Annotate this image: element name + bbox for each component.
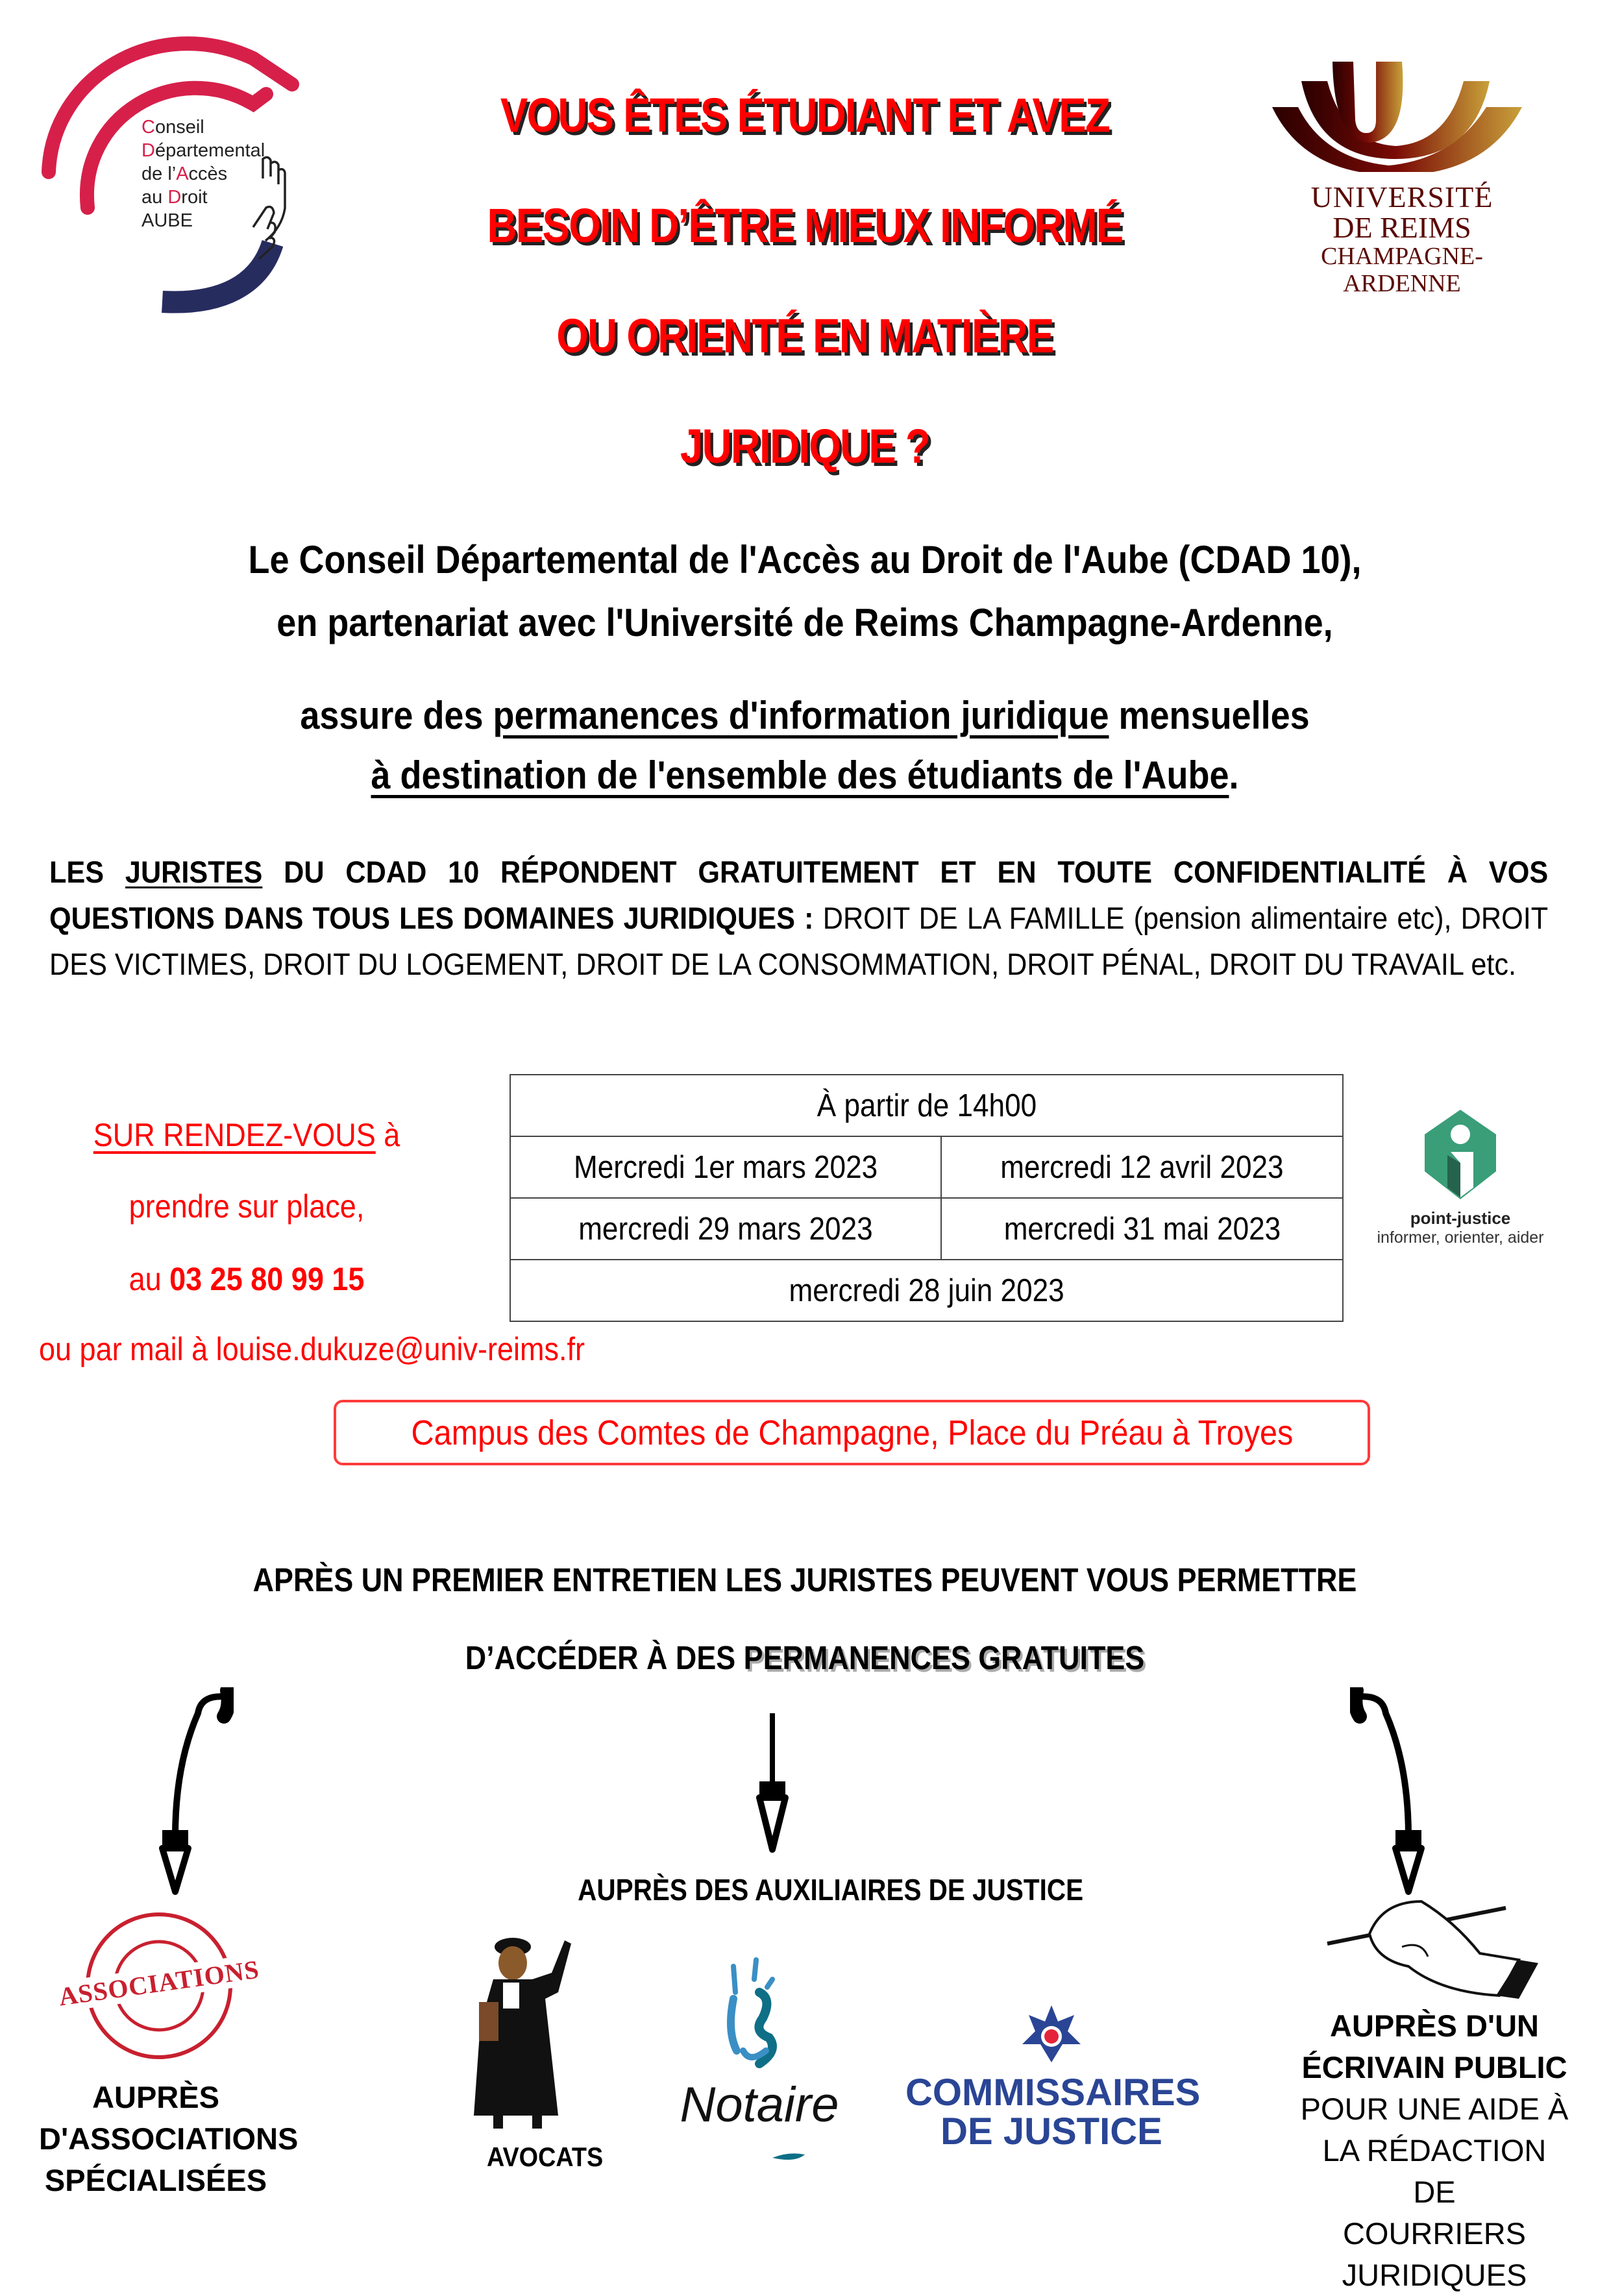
schedule-cell: mercredi 12 avril 2023 <box>941 1136 1343 1198</box>
point-justice-name: point-justice <box>1410 1208 1511 1228</box>
intro-emphasis: à destination de l'ensemble des étudiants de l'Aube <box>371 753 1229 797</box>
intro-text: assure des <box>300 694 493 737</box>
label-line: SPÉCIALISÉES <box>44 2163 267 2197</box>
notaire-logo-text: Notaire <box>680 2077 839 2132</box>
commissaires-logo <box>905 2071 1201 2153</box>
stamp-text: ASSOCIATIONS <box>51 1953 267 2012</box>
intro-text: mensuelles <box>1109 694 1310 737</box>
label-line: AUPRÈS D'UN <box>1330 2009 1539 2043</box>
urca-line: DE REIMS <box>1333 211 1471 244</box>
phone-number[interactable]: 03 25 80 99 15 <box>169 1261 365 1297</box>
after-emphasis: PERMANENCES GRATUITES <box>743 1639 1145 1676</box>
arrow-right-icon <box>1350 1687 1480 1895</box>
commissaires-line: COMMISSAIRES <box>905 2071 1201 2114</box>
intro-line-4 <box>127 753 1482 798</box>
commissaires-star-icon <box>1022 2005 1081 2064</box>
schedule-header: À partir de 14h00 <box>510 1075 1343 1136</box>
notaire-emblem-icon <box>707 1953 798 2070</box>
cdad-line: AUBE <box>141 210 193 231</box>
associations-label <box>39 2077 299 2201</box>
writing-hand-icon <box>1324 1895 1545 1999</box>
auxiliaires-title: AUPRÈS DES AUXILIAIRES DE JUSTICE <box>578 1873 1084 1907</box>
contact-text: au <box>129 1261 170 1297</box>
avocats-label: AVOCATS <box>487 2142 604 2172</box>
urca-logo <box>1272 62 1571 297</box>
headline-line-1: VOUS ÊTES ÉTUDIANT ET AVEZ <box>500 88 1110 142</box>
intro-emphasis: permanences d'information juridique <box>493 694 1109 737</box>
after-line-1: APRÈS UN PREMIER ENTRETIEN LES JURISTES PEUVENT VOUS PERMETTRE <box>252 1561 1357 1598</box>
label-line: ÉCRIVAIN PUBLIC <box>1301 2050 1567 2084</box>
after-text: D’ACCÉDER À DES <box>465 1639 744 1676</box>
headline-line-3: OU ORIENTÉ EN MATIÈRE <box>556 309 1053 363</box>
label-line: COURRIERS <box>1342 2216 1527 2251</box>
schedule-cell: Mercredi 1er mars 2023 <box>510 1136 941 1198</box>
after-line-2 <box>142 1639 1468 1677</box>
contact-text: à <box>375 1117 400 1153</box>
urca-emblem-icon <box>1272 62 1571 172</box>
address-text: Campus des Comtes de Champagne, Place du Préau à Troyes <box>411 1413 1293 1452</box>
label-line: POUR UNE AIDE À <box>1300 2092 1569 2126</box>
commissaires-line: DE JUSTICE <box>940 2110 1162 2153</box>
label-line: AUPRÈS <box>92 2080 219 2114</box>
headline-line-2: BESOIN D’ÊTRE MIEUX INFORMÉ <box>487 199 1123 252</box>
contact-line-1 <box>71 1116 422 1154</box>
intro-line-2: en partenariat avec l'Université de Reims Champagne-Ardenne, <box>276 601 1333 644</box>
contact-email[interactable]: ou par mail à louise.dukuze@univ-reims.fr <box>39 1331 585 1367</box>
juristes-domains: DROIT DE LA FAMILLE (pension alimentaire etc), DROIT DES VICTIMES, DROIT DU LOGEMENT, DROIT DE LA CONSOMMATION, DROIT PÉNAL, DROIT DU TRAVAIL etc. <box>49 901 1549 981</box>
urca-line: CHAMPAGNE-ARDENNE <box>1321 243 1483 297</box>
intro-line-3 <box>127 693 1482 738</box>
arrow-left-icon <box>104 1687 234 1895</box>
associations-stamp <box>52 1908 266 2064</box>
point-justice-tagline: informer, orienter, aider <box>1377 1228 1544 1247</box>
schedule-cell: mercredi 31 mai 2023 <box>941 1198 1343 1260</box>
contact-line-2: prendre sur place, <box>129 1188 365 1225</box>
intro-line-1: Le Conseil Départemental de l'Accès au Droit de l'Aube (CDAD 10), <box>248 538 1362 581</box>
table-row <box>510 1198 1343 1260</box>
intro-text: . <box>1229 753 1239 797</box>
schedule-cell: mercredi 29 mars 2023 <box>510 1198 941 1260</box>
rdv-label: SUR RENDEZ-VOUS <box>93 1117 376 1153</box>
cdad-line: de l’Accès <box>141 164 228 184</box>
cdad-line: Conseil <box>141 117 204 138</box>
juristes-paragraph <box>49 849 1549 987</box>
table-row <box>510 1136 1343 1198</box>
cdad-logo-text <box>141 116 265 232</box>
headline-line-4: JURIDIQUE ? <box>680 419 930 473</box>
label-line: JURIDIQUES <box>1342 2258 1527 2292</box>
cdad-line: au Droit <box>141 187 208 208</box>
table-row <box>510 1075 1343 1136</box>
juristes-bold: DU CDAD 10 RÉPONDENT GRATUITEMENT ET EN TOUTE CONFIDENTIALITÉ À VOS QUESTIONS DANS TOUS LES DOMAINES JURIDIQUES : <box>49 855 1549 935</box>
contact-line-3 <box>71 1260 422 1298</box>
point-justice-logo <box>1353 1110 1567 1272</box>
juristes-bold: LES <box>49 855 125 889</box>
schedule-cell: mercredi 28 juin 2023 <box>510 1260 1343 1321</box>
label-line: LA RÉDACTION DE <box>1322 2133 1547 2209</box>
arrow-center-icon <box>753 1713 792 1856</box>
avocat-figure-icon <box>467 1927 617 2135</box>
juristes-underlined: JURISTES <box>125 855 263 889</box>
schedule-table <box>510 1074 1344 1322</box>
urca-line: UNIVERSITÉ <box>1310 180 1493 214</box>
table-row <box>510 1260 1343 1321</box>
cdad-line: Départemental <box>141 140 265 161</box>
notaire-mark-icon <box>769 2151 808 2164</box>
label-line: D'ASSOCIATIONS <box>39 2121 299 2156</box>
address-box <box>334 1400 1370 1465</box>
ecrivain-label <box>1298 2005 1571 2296</box>
point-justice-icon <box>1421 1110 1499 1201</box>
